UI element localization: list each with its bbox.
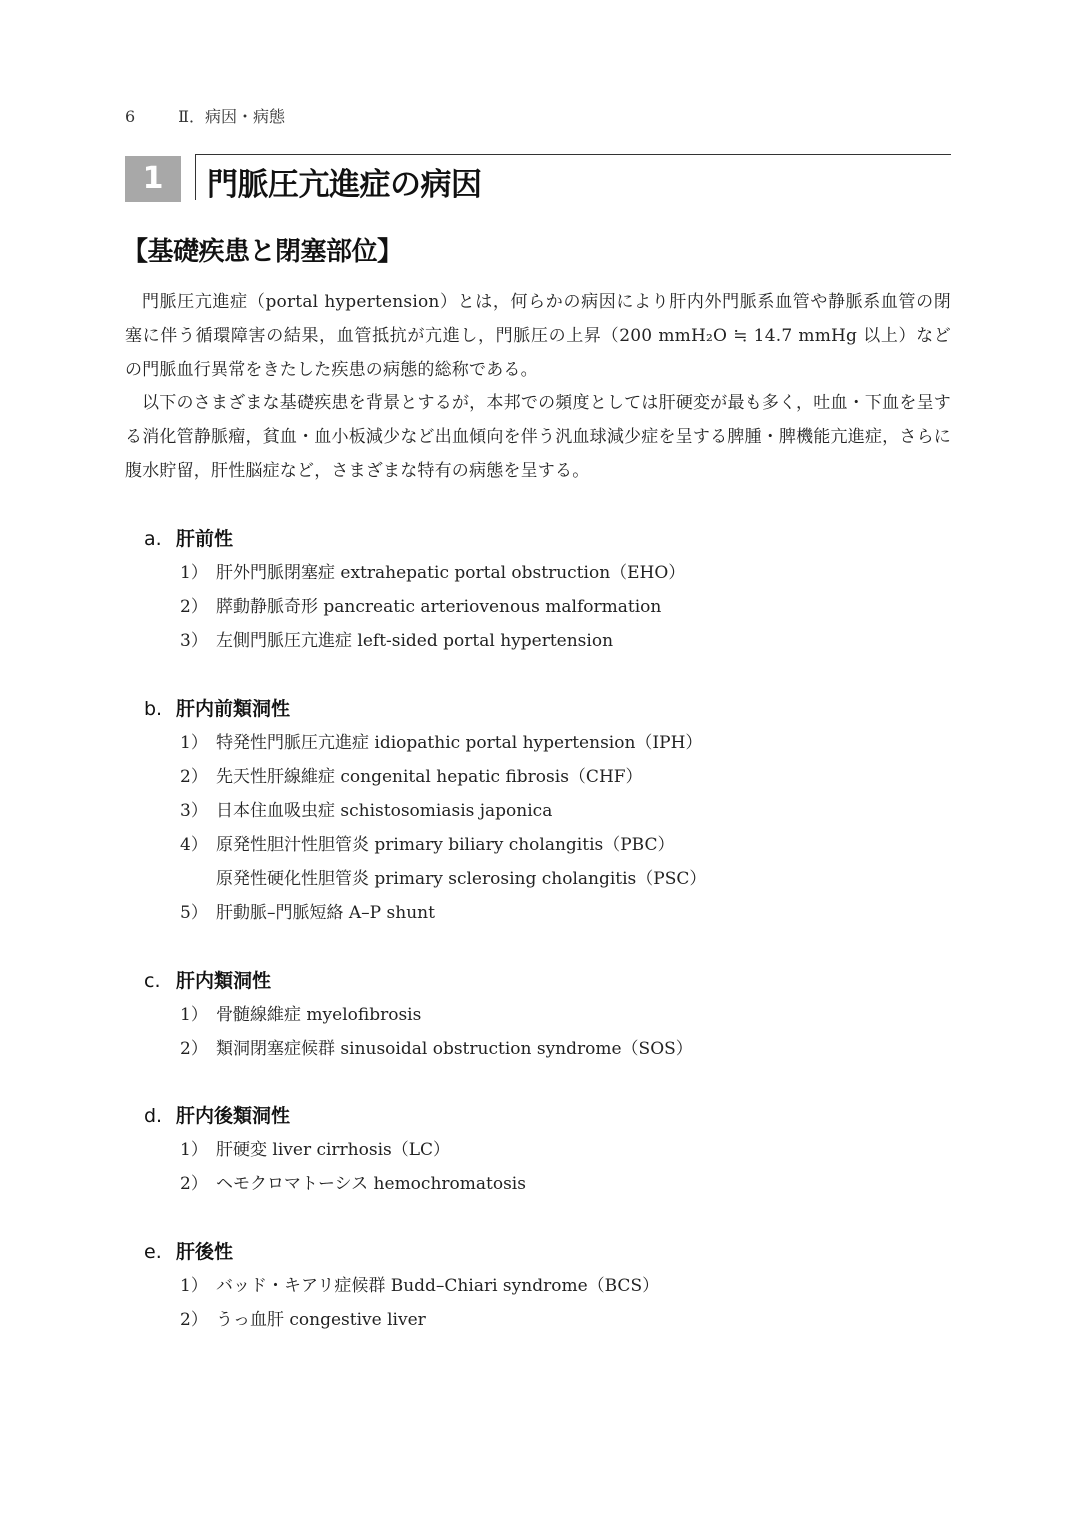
- item-text: 肝外門脈閉塞症 extrahepatic portal obstruction（EHO）: [216, 563, 686, 583]
- page-number: 6: [125, 107, 136, 126]
- item-number: 3）: [180, 801, 208, 821]
- item-text: 先天性肝線維症 congenital hepatic fibrosis（CHF）: [216, 767, 643, 787]
- group-title: 肝前性: [176, 528, 234, 550]
- list-item: [144, 624, 944, 658]
- cause-group-posthepatic: [144, 1235, 944, 1337]
- group-title: 肝内後類洞性: [176, 1105, 291, 1127]
- item-text: 左側門脈圧亢進症 left-sided portal hypertension: [216, 631, 614, 651]
- list-item: [144, 760, 944, 794]
- item-number: 2）: [180, 1174, 208, 1194]
- item-text: 原発性硬化性胆管炎 primary sclerosing cholangitis（PSC）: [216, 869, 707, 889]
- list-item: [144, 828, 944, 862]
- list-item: [144, 1032, 944, 1066]
- list-item: [144, 726, 944, 760]
- item-text: 原発性胆汁性胆管炎 primary biliary cholangitis（PBC）: [216, 835, 675, 855]
- running-head: [125, 104, 285, 127]
- group-title: 肝内類洞性: [176, 970, 272, 992]
- item-number: 2）: [180, 597, 208, 617]
- list-item: [144, 1303, 944, 1337]
- group-letter: a.: [144, 528, 162, 550]
- item-number: 1）: [180, 563, 208, 583]
- item-text: 肝動脈–門脈短絡 A–P shunt: [216, 903, 435, 923]
- list-item: [144, 1269, 944, 1303]
- item-number: 1）: [180, 1005, 208, 1025]
- list-item: [144, 1133, 944, 1167]
- heading-rule: [195, 154, 951, 155]
- item-number: 2）: [180, 1310, 208, 1330]
- item-text: 膵動静脈奇形 pancreatic arteriovenous malformation: [216, 597, 662, 617]
- item-number: 1）: [180, 733, 208, 753]
- item-text: 特発性門脈圧亢進症 idiopathic portal hypertension（IPH）: [216, 733, 703, 753]
- group-letter: c.: [144, 970, 161, 992]
- group-letter: b.: [144, 698, 163, 720]
- item-number: 2）: [180, 767, 208, 787]
- list-item: [144, 1167, 944, 1201]
- cause-group-intrahepatic-postsinusoidal: [144, 1099, 944, 1201]
- group-heading: [144, 1099, 944, 1133]
- item-text: 日本住血吸虫症 schistosomiasis japonica: [216, 801, 553, 821]
- chapter-heading: [125, 154, 951, 202]
- item-text: バッド・キアリ症候群 Budd–Chiari syndrome（BCS）: [216, 1276, 660, 1296]
- list-item: [144, 556, 944, 590]
- cause-group-intrahepatic-sinusoidal: [144, 964, 944, 1066]
- list-item: [144, 998, 944, 1032]
- item-text: うっ血肝 congestive liver: [216, 1310, 426, 1330]
- list-item: [144, 896, 944, 930]
- item-number: 1）: [180, 1276, 208, 1296]
- item-number: 5）: [180, 903, 208, 923]
- item-number: 4）: [180, 835, 208, 855]
- chapter-title: 門脈圧亢進症の病因: [207, 167, 482, 203]
- group-heading: [144, 964, 944, 998]
- group-heading: [144, 692, 944, 726]
- item-text: 類洞閉塞症候群 sinusoidal obstruction syndrome（SOS）: [216, 1039, 693, 1059]
- item-number: 2）: [180, 1039, 208, 1059]
- paragraph-intro: 門脈圧亢進症（portal hypertension）とは，何らかの病因により肝内外門脈系血管や静脈系血管の閉塞に伴う循環障害の結果，血管抵抗が亢進し，門脈圧の上昇（200 mmH₂O ≒ 14.7 mmHg 以上）などの門脈血行異常をきたした疾患の病態的総称である。: [125, 292, 951, 380]
- group-title: 肝内前類洞性: [176, 698, 291, 720]
- group-letter: d.: [144, 1105, 163, 1127]
- group-heading: [144, 522, 944, 556]
- group-heading: [144, 1235, 944, 1269]
- paragraph-background: 以下のさまざまな基礎疾患を背景とするが，本邦での頻度としては肝硬変が最も多く，吐血・下血を呈する消化管静脈瘤，貧血・血小板減少など出血傾向を伴う汎血球減少症を呈する脾腫・脾機能亢進症，さらに腹水貯留，肝性脳症など，さまざまな特有の病態を呈する。: [125, 393, 951, 481]
- chapter-label: Ⅱ．病因・病態: [178, 107, 285, 126]
- section-title: 【基礎疾患と閉塞部位】: [122, 237, 403, 267]
- item-number: 1）: [180, 1140, 208, 1160]
- cause-group-prehepatic: [144, 522, 944, 658]
- group-title: 肝後性: [176, 1241, 234, 1263]
- list-item: [144, 862, 944, 896]
- item-text: 肝硬変 liver cirrhosis（LC）: [216, 1140, 451, 1160]
- group-letter: e.: [144, 1241, 162, 1263]
- heading-rule-left: [195, 154, 196, 200]
- item-text: ヘモクロマトーシス hemochromatosis: [216, 1174, 526, 1194]
- list-item: [144, 590, 944, 624]
- cause-group-intrahepatic-presinusoidal: [144, 692, 944, 930]
- chapter-number-badge: 1: [125, 156, 181, 202]
- item-number: 3）: [180, 631, 208, 651]
- item-text: 骨髄線維症 myelofibrosis: [216, 1005, 422, 1025]
- list-item: [144, 794, 944, 828]
